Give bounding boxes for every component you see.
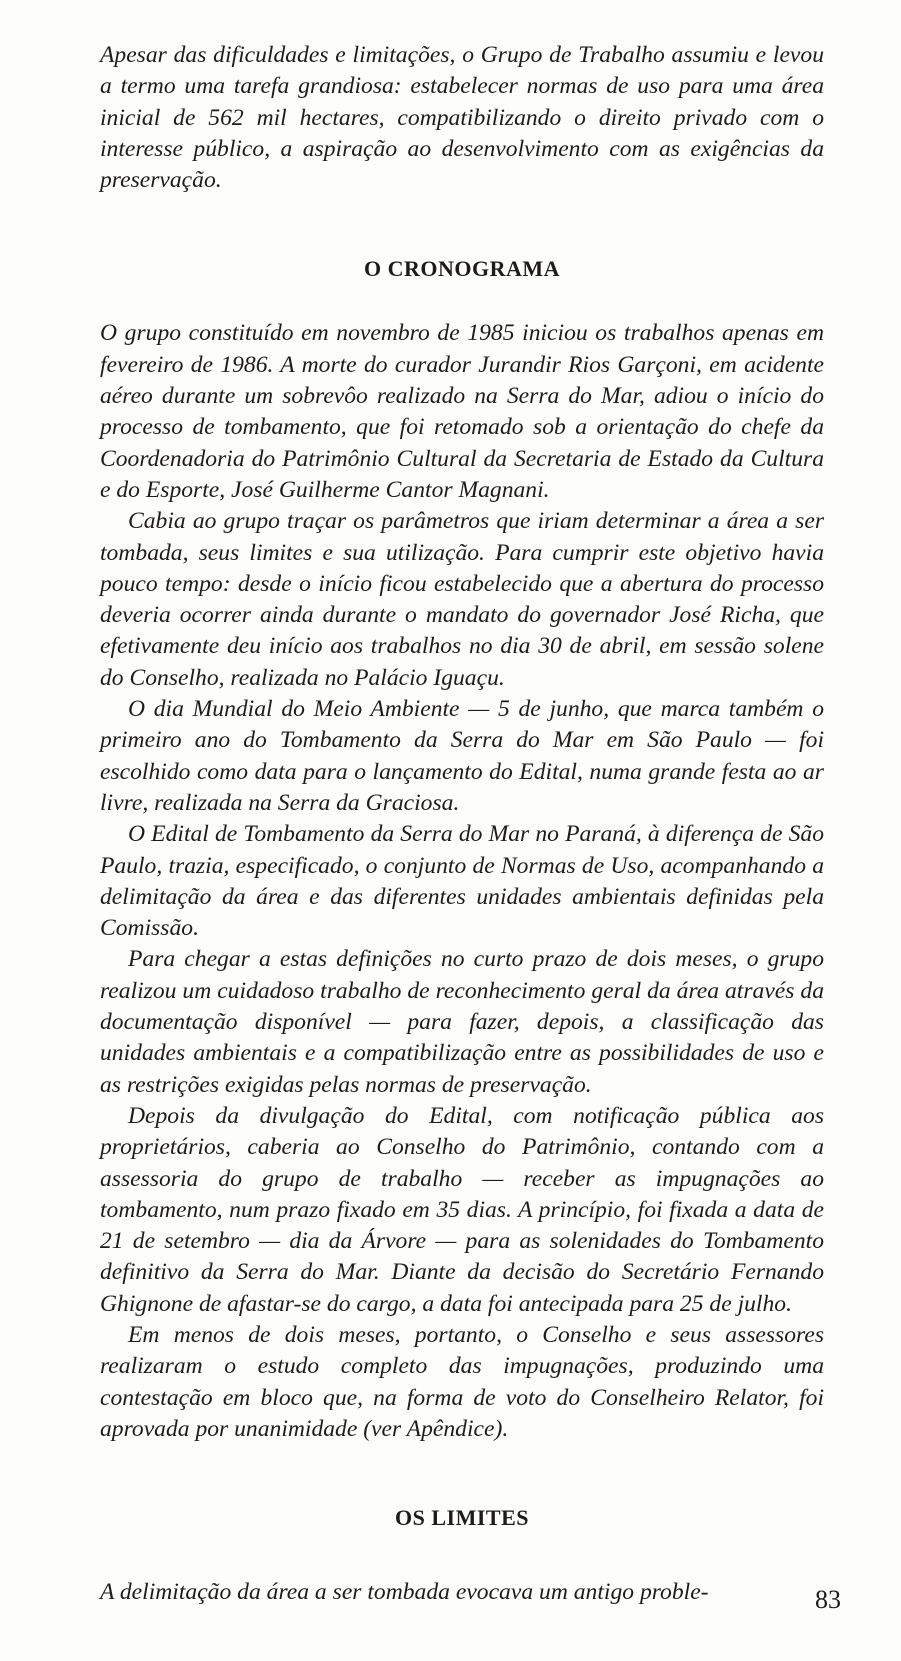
- paragraph: Depois da divulgação do Edital, com notificação pública aos proprietários, caberia ao Conselho do Patrimônio, contando com a assessoria do grupo de trabalho — receber as impugnações ao tombamento, num prazo fixado em 35 dias. A princípio, foi fixada a data de 21 de setembro — dia da Árvore — para as solenidades do Tombamento definitivo da Serra do Mar. Diante da decisão do Secretário Fernando Ghignone de afastar-se do cargo, a data foi antecipada para 25 de julho.: [100, 1102, 824, 1317]
- paragraph: Cabia ao grupo traçar os parâmetros que iriam determinar a área a ser tombada, seus limites e sua utilização. Para cumprir este objetivo havia pouco tempo: desde o início ficou estabelecido que a abertura do processo deveria ocorrer ainda durante o mandato do governador José Richa, que efetivamente deu início aos trabalhos no dia 30 de abril, em sessão solene do Conselho, realizada no Palácio Iguaçu.: [100, 508, 824, 691]
- paragraph: Para chegar a estas definições no curto prazo de dois meses, o grupo realizou um cuidadoso trabalho de reconhecimento geral da área através da documentação disponível — para fazer, depois, a classificação das unidades ambientais e a compatibilização entre as possibilidades de uso e as restrições exigidas pelas normas de preservação.: [100, 946, 824, 1098]
- page-number: 83: [815, 1585, 841, 1614]
- paragraph: O dia Mundial do Meio Ambiente — 5 de junho, que marca também o primeiro ano do Tombamento da Serra do Mar em São Paulo — foi escolhido como data para o lançamento do Edital, numa grande festa ao ar livre, realizada na Serra da Graciosa.: [100, 696, 824, 816]
- intro-paragraph: Apesar das dificuldades e limitações, o Grupo de Trabalho assumiu e levou a termo uma tarefa grandiosa: estabelecer normas de uso para uma área inicial de 562 mil hectares, compatibilizando o direito privado com o interesse público, a aspiração ao desenvolvimento com as exigências da preservação.: [100, 42, 824, 194]
- paragraph: Em menos de dois meses, portanto, o Conselho e seus assessores realizaram o estudo completo das impugnações, produzindo uma contestação em bloco que, na forma de voto do Conselheiro Relator, foi aprovada por unanimidade (ver Apêndice).: [100, 1321, 824, 1442]
- paragraph: A delimitação da área a ser tombada evocava um antigo proble-: [100, 1579, 709, 1606]
- page-content: [100, 40, 824, 1608]
- paragraph: O Edital de Tombamento da Serra do Mar no Paraná, à diferença de São Paulo, trazia, especificado, o conjunto de Normas de Uso, acompanhando a delimitação da área e das diferentes unidades ambientais definidas pela Comissão.: [100, 821, 824, 942]
- section-heading-limites: OS LIMITES: [395, 1505, 529, 1531]
- section-heading-cronograma: O CRONOGRAMA: [363, 256, 561, 282]
- paragraph: O grupo constituído em novembro de 1985 iniciou os trabalhos apenas em fevereiro de 1986. A morte do curador Jurandir Rios Garçoni, em acidente aéreo durante um sobrevôo realizado na Serra do Mar, adiou o início do processo de tombamento, que foi retomado sob a orientação do chefe da Coordenadoria do Patrimônio Cultural da Secretaria de Estado da Cultura e do Esporte, José Guilherme Cantor Magnani.: [100, 320, 824, 503]
